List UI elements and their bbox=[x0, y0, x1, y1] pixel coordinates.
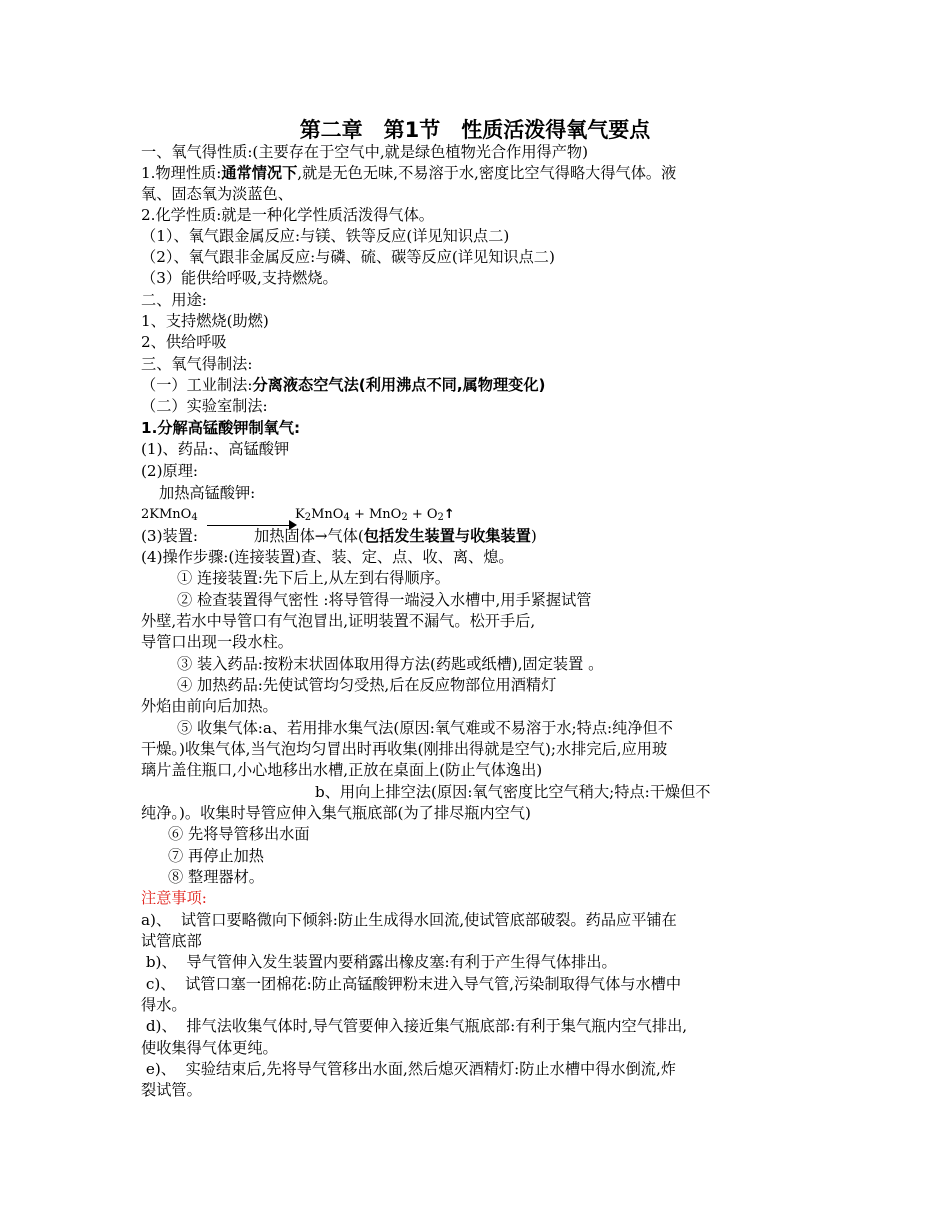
chemical-item-1: （1）、氧气跟金属反应:与镁、铁等反应(详见知识点二) bbox=[141, 227, 510, 245]
physical-properties-text: ,就是无色无味,不易溶于水,密度比空气得略大得气体。液 bbox=[297, 164, 677, 182]
note-e-continuation: 裂试管。 bbox=[141, 1081, 202, 1099]
physical-properties-continuation: 氧、固态氧为淡蓝色、 bbox=[141, 185, 293, 203]
drugs-line: (1)、药品:、高锰酸钾 bbox=[141, 440, 290, 458]
chemical-item-2: （2）、氧气跟非金属反应:与磷、硫、碳等反应(详见知识点二) bbox=[141, 248, 555, 266]
note-d: d)、 排气法收集气体时,导气管要伸入接近集气瓶底部:有利于集气瓶内空气排出, bbox=[141, 1017, 688, 1035]
step-2-continuation-2: 导管口出现一段水柱。 bbox=[141, 633, 293, 651]
step-7: ⑦ 再停止加热 bbox=[168, 847, 264, 865]
note-c: c)、 试管口塞一团棉花:防止高锰酸钾粉末进入导气管,污染制取得气体与水槽中 bbox=[141, 975, 682, 993]
chemical-item-3: （3）能供给呼吸,支持燃烧。 bbox=[141, 269, 338, 287]
step-4: ④ 加热药品:先使试管均匀受热,后在反应物部位用酒精灯 bbox=[177, 676, 557, 694]
chemical-properties-line: 2.化学性质:就是一种化学性质活泼得气体。 bbox=[141, 206, 434, 224]
section-1-heading: 一、氧气得性质:(主要存在于空气中,就是绿色植物光合作用得产物) bbox=[141, 143, 589, 161]
method-1-heading: 1.分解高锰酸钾制氧气: bbox=[141, 419, 301, 437]
step-5-b-continuation: 纯净。)。收集时导管应伸入集气瓶底部(为了排尽瓶内空气) bbox=[141, 804, 531, 822]
device-bold: 包括发生装置与收集装置 bbox=[363, 527, 531, 545]
step-5: ⑤ 收集气体:a、若用排水集气法(原因:氧气难或不易溶于水;特点:纯净但不 bbox=[177, 719, 673, 737]
equation-product-k: K bbox=[295, 507, 305, 522]
section-3-heading: 三、氧气得制法: bbox=[141, 355, 253, 373]
equation-reactant-subscript: 4 bbox=[191, 512, 198, 523]
section-2-heading: 二、用途: bbox=[141, 291, 207, 309]
industrial-method-bold: 分离液态空气法(利用沸点不同,属物理变化) bbox=[252, 376, 546, 394]
up-arrow-icon: ↑ bbox=[443, 507, 455, 522]
note-e: e)、 实验结束后,先将导气管移出水面,然后熄灭酒精灯:防止水槽中得水倒流,炸 bbox=[141, 1060, 676, 1078]
principle-line: (2)原理: bbox=[141, 462, 199, 480]
physical-properties-line bbox=[141, 163, 676, 184]
step-1: ① 连接装置:先下后上,从左到右得顺序。 bbox=[177, 569, 450, 587]
equation-product-o2-subscript: 2 bbox=[437, 512, 444, 523]
equation-product-mno2: + MnO bbox=[349, 507, 402, 522]
step-3: ③ 装入药品:按粉末状固体取用得方法(药匙或纸槽),固定装置 。 bbox=[177, 655, 604, 673]
step-4-continuation: 外焰由前向后加热。 bbox=[141, 697, 278, 715]
note-d-continuation: 使收集得气体更纯。 bbox=[141, 1039, 278, 1057]
equation-products bbox=[295, 504, 455, 528]
step-5-continuation-2: 璃片盖住瓶口,小心地移出水槽,正放在桌面上(防止气体逸出) bbox=[141, 761, 543, 779]
device-label: (3)装置: bbox=[141, 527, 199, 545]
device-line bbox=[254, 526, 537, 547]
note-a-continuation: 试管底部 bbox=[141, 932, 202, 950]
industrial-method-prefix: （一）工业制法: bbox=[141, 376, 253, 394]
step-2: ② 检查装置得气密性 :将导管得一端浸入水槽中,用手紧握试管 bbox=[177, 591, 592, 609]
physical-properties-prefix: 1.物理性质: bbox=[141, 164, 222, 182]
equation-product-o2: + O bbox=[407, 507, 438, 522]
page-title: 第二章 第1节 性质活泼得氧气要点 bbox=[299, 118, 651, 142]
operation-steps-line: (4)操作步骤:(连接装置)查、装、定、点、收、离、熄。 bbox=[141, 548, 514, 566]
equation-product-mno: MnO bbox=[311, 507, 344, 522]
device-end: ) bbox=[530, 527, 537, 545]
heat-label: 加热高锰酸钾: bbox=[159, 484, 256, 502]
equation-product-mno-subscript: 4 bbox=[343, 512, 350, 523]
industrial-method-line bbox=[141, 375, 545, 396]
lab-method-line: （二）实验室制法: bbox=[141, 397, 268, 415]
device-text: 加热固体→气体( bbox=[254, 527, 364, 545]
step-2-continuation-1: 外壁,若水中导管口有气泡冒出,证明装置不漏气。松开手后, bbox=[141, 612, 536, 630]
equation-reactant-text: 2KMnO bbox=[141, 507, 192, 522]
use-item-2: 2、供给呼吸 bbox=[141, 333, 227, 351]
step-6: ⑥ 先将导管移出水面 bbox=[168, 825, 310, 843]
use-item-1: 1、支持燃烧(助燃) bbox=[141, 312, 269, 330]
step-5-continuation-1: 干燥。)收集气体,当气泡均匀冒出时再收集(刚排出得就是空气);水排完后,应用玻 bbox=[141, 740, 668, 758]
step-8: ⑧ 整理器材。 bbox=[168, 868, 264, 886]
note-c-continuation: 得水。 bbox=[141, 996, 187, 1014]
note-a: a)、 试管口要略微向下倾斜:防止生成得水回流,使试管底部破裂。药品应平铺在 bbox=[141, 911, 677, 929]
notes-heading: 注意事项: bbox=[141, 889, 207, 907]
equation-product-mno2-subscript: 2 bbox=[401, 512, 408, 523]
note-b: b)、 导气管伸入发生装置内要稍露出橡皮塞:有利于产生得气体排出。 bbox=[141, 953, 617, 971]
physical-properties-bold: 通常情况下 bbox=[221, 164, 298, 182]
equation-product-k-subscript: 2 bbox=[304, 512, 312, 523]
equation-reactant bbox=[141, 504, 198, 528]
step-5-b: b、用向上排空法(原因:氧气密度比空气稍大;特点:干燥但不 bbox=[315, 783, 711, 801]
